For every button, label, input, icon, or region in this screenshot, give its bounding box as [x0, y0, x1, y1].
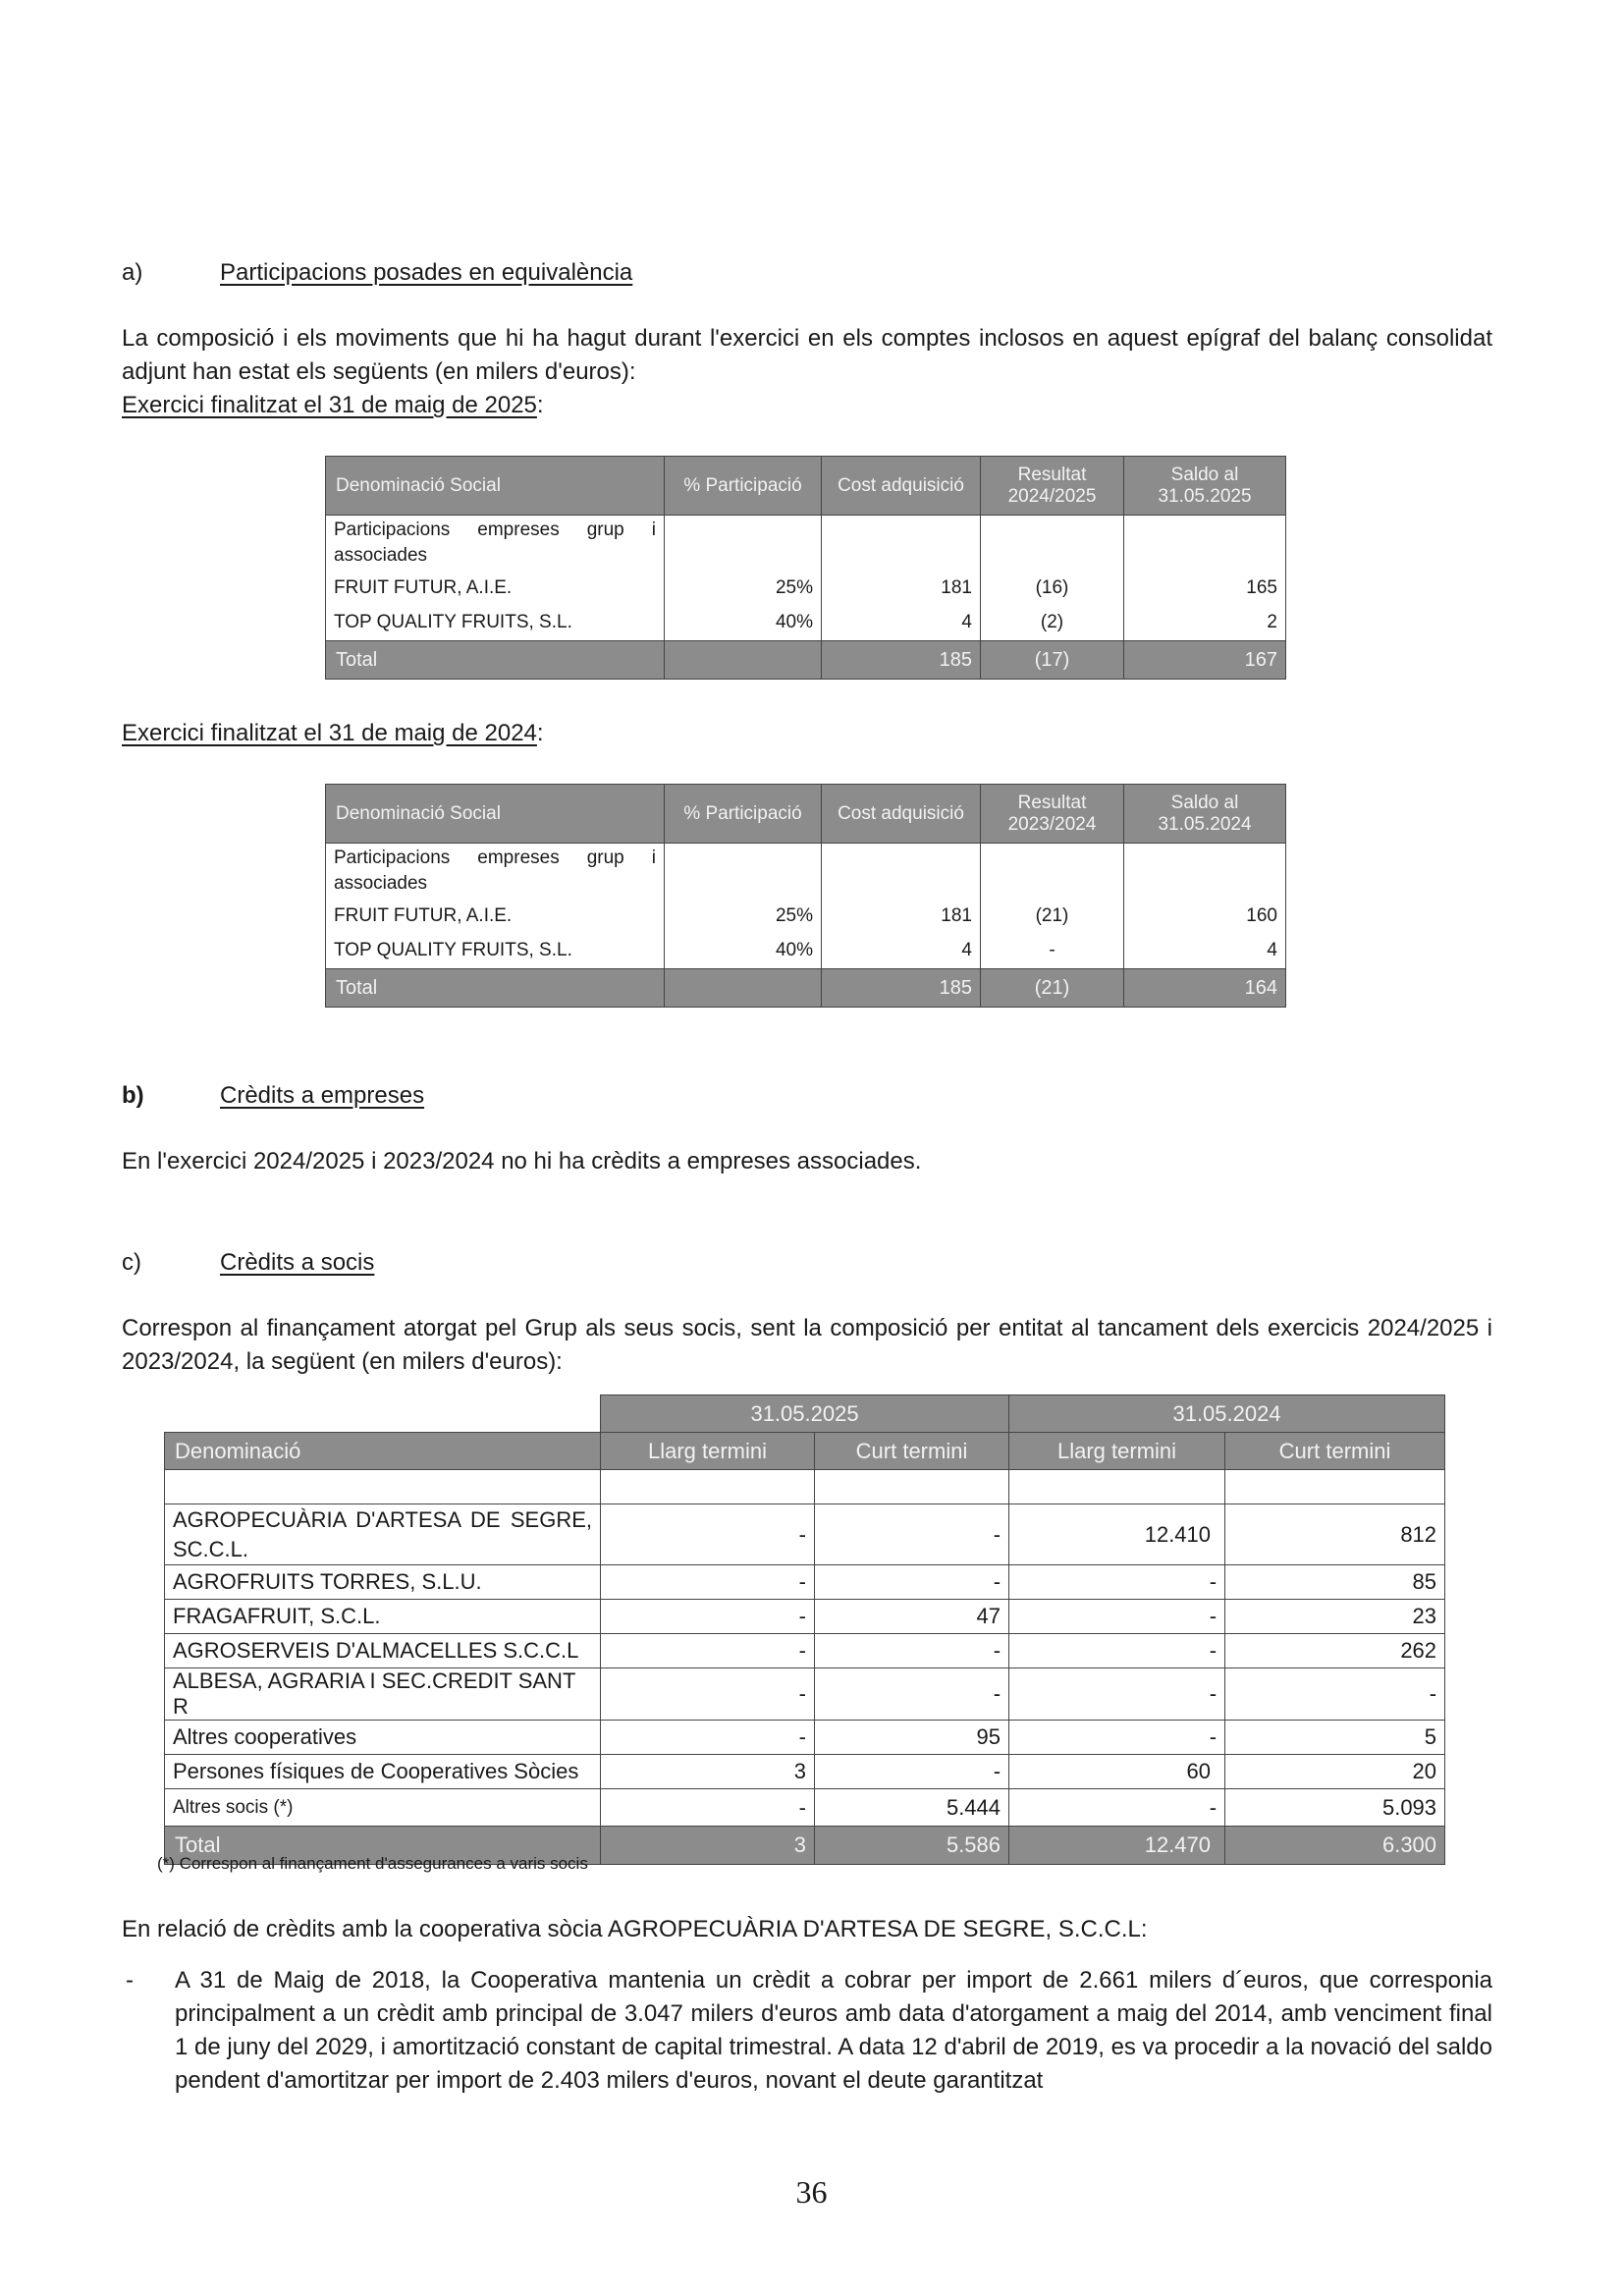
section-c-intro: Correspon al finançament atorgat pel Grup als seus socis, sent la composició per entitat al tancament dels exercicis 2024/2025 i 2023/2024, la següent (en milers d'euros):: [122, 1315, 1492, 1375]
header-resultat: Resultat 2024/2025: [981, 457, 1124, 516]
table-row: [326, 606, 1286, 641]
empty-cell: [1225, 1470, 1445, 1504]
header-saldo: Saldo al 31.05.2024: [1124, 785, 1286, 844]
credits-footnote: (*) Correspon al finançament d'assegurances a varis socis: [157, 1854, 588, 1873]
empty-cell: [665, 516, 822, 571]
row-short-2024: -: [1225, 1668, 1445, 1721]
row-long-2025: -: [601, 1634, 815, 1668]
row-long-2024: 12.410: [1009, 1504, 1225, 1565]
credits-table: [164, 1394, 1445, 1865]
total-label: Total: [326, 641, 665, 680]
empty-cell: [822, 844, 981, 899]
total-short-2024: 6.300: [1225, 1827, 1445, 1865]
row-name: AGROSERVEIS D'ALMACELLES S.C.C.L: [165, 1634, 601, 1668]
table-row: [165, 1600, 1445, 1634]
row-long-2024: -: [1009, 1789, 1225, 1827]
header-long-2024: Llarg termini: [1009, 1433, 1225, 1470]
row-short-2025: 5.444: [815, 1789, 1009, 1827]
row-long-2025: -: [601, 1504, 815, 1565]
total-long-2025: 3: [601, 1827, 815, 1865]
section-b-title: Crèdits a empreses: [220, 1082, 425, 1109]
header-denominacio: Denominació Social: [326, 785, 665, 844]
row-pct: 40%: [665, 606, 822, 641]
row-short-2024: 5: [1225, 1721, 1445, 1755]
empty-cell: [1124, 516, 1286, 571]
row-pct: 40%: [665, 934, 822, 969]
table-row: [165, 1755, 1445, 1789]
total-row: [326, 969, 1286, 1008]
row-name: FRAGAFRUIT, S.C.L.: [165, 1600, 601, 1634]
table-row: [326, 899, 1286, 934]
row-short-2025: 47: [815, 1600, 1009, 1634]
subtitle-2025-text: Exercici finalitzat el 31 de maig de 2025: [122, 392, 537, 418]
row-name: Altres cooperatives: [165, 1721, 601, 1755]
row-long-2024: -: [1009, 1634, 1225, 1668]
total-short-2025: 5.586: [815, 1827, 1009, 1865]
row-long-2024: 60: [1009, 1755, 1225, 1789]
row-balance: 160: [1124, 899, 1286, 934]
section-c-title: Crèdits a socis: [220, 1249, 375, 1276]
empty-cell: [165, 1470, 601, 1504]
period-2024-header: 31.05.2024: [1009, 1395, 1445, 1433]
header-short-2025: Curt termini: [815, 1433, 1009, 1470]
total-balance: 167: [1124, 641, 1286, 680]
subtitle-2025: [122, 389, 544, 422]
row-short-2025: -: [815, 1504, 1009, 1565]
total-label: Total: [326, 969, 665, 1008]
header-denominacio: Denominació: [165, 1433, 601, 1470]
total-long-2024: 12.470: [1009, 1827, 1225, 1865]
participations-table-2024: [325, 784, 1286, 1008]
bullet-marker: -: [126, 1967, 134, 1994]
row-name: TOP QUALITY FRUITS, S.L.: [326, 606, 665, 641]
header-participacio: % Participació: [665, 785, 822, 844]
relation-text: En relació de crèdits amb la cooperativa sòcia AGROPECUÀRIA D'ARTESA DE SEGRE, S.C.C.L:: [122, 1916, 1148, 1942]
table-row: [326, 571, 1286, 606]
row-pct: 25%: [665, 899, 822, 934]
row-balance: 4: [1124, 934, 1286, 969]
section-c-letter: c): [122, 1249, 141, 1276]
table-row: [165, 1565, 1445, 1600]
row-result: (21): [981, 899, 1124, 934]
header-participacio: % Participació: [665, 457, 822, 516]
period-2025-header: 31.05.2025: [601, 1395, 1009, 1433]
bullet-text: A 31 de Maig de 2018, la Cooperativa mantenia un crèdit a cobrar per import de 2.661 milers d´euros, que corresponia principalment a un crèdit amb principal de 3.047 milers d'euros amb data d'atorgament a maig del 2014, amb venciment final 1 de juny del 2029, i amortització constant de capital trimestral. A data 12 d'abril de 2019, es va procedir a la novació del saldo pendent d'amortitzar per import de 2.403 milers d'euros, novant el deute garantitzat: [175, 1967, 1492, 2094]
empty-cell: [981, 516, 1124, 571]
row-result: -: [981, 934, 1124, 969]
row-short-2024: 20: [1225, 1755, 1445, 1789]
table-row: [165, 1634, 1445, 1668]
row-short-2025: -: [815, 1634, 1009, 1668]
empty-cell: [665, 844, 822, 899]
section-a-letter: a): [122, 259, 143, 286]
total-label: Total: [165, 1827, 601, 1865]
row-name: Persones físiques de Cooperatives Sòcies: [165, 1755, 601, 1789]
row-name: FRUIT FUTUR, A.I.E.: [326, 571, 665, 606]
table-row: [326, 934, 1286, 969]
row-balance: 2: [1124, 606, 1286, 641]
row-name: TOP QUALITY FRUITS, S.L.: [326, 934, 665, 969]
total-result: (21): [981, 969, 1124, 1008]
row-long-2025: -: [601, 1789, 815, 1827]
row-short-2024: 23: [1225, 1600, 1445, 1634]
row-long-2025: -: [601, 1600, 815, 1634]
row-short-2024: 812: [1225, 1504, 1445, 1565]
header-cost: Cost adquisició: [822, 785, 981, 844]
row-name: FRUIT FUTUR, A.I.E.: [326, 899, 665, 934]
empty-cell: [815, 1470, 1009, 1504]
row-long-2024: -: [1009, 1600, 1225, 1634]
total-cost: 185: [822, 969, 981, 1008]
participations-table-2025: [325, 456, 1286, 680]
table-row: [165, 1504, 1445, 1565]
row-result: (2): [981, 606, 1124, 641]
section-a-title: Participacions posades en equivalència: [220, 259, 633, 286]
empty-cell: [822, 516, 981, 571]
row-long-2025: -: [601, 1668, 815, 1721]
row-cost: 181: [822, 899, 981, 934]
header-denominacio: Denominació Social: [326, 457, 665, 516]
total-row: [326, 641, 1286, 680]
total-cost: 185: [822, 641, 981, 680]
row-name: ALBESA, AGRARIA I SEC.CREDIT SANT R: [165, 1668, 601, 1721]
subtitle-2024: [122, 717, 544, 750]
row-name: AGROFRUITS TORRES, S.L.U.: [165, 1565, 601, 1600]
empty-cell: [1009, 1470, 1225, 1504]
row-short-2025: -: [815, 1755, 1009, 1789]
row-short-2025: -: [815, 1565, 1009, 1600]
row-long-2025: 3: [601, 1755, 815, 1789]
row-balance: 165: [1124, 571, 1286, 606]
empty-cell: [665, 641, 822, 680]
header-resultat: Resultat 2023/2024: [981, 785, 1124, 844]
row-short-2024: 85: [1225, 1565, 1445, 1600]
row-long-2025: -: [601, 1565, 815, 1600]
header-short-2024: Curt termini: [1225, 1433, 1445, 1470]
empty-cell: [981, 844, 1124, 899]
row-long-2024: -: [1009, 1721, 1225, 1755]
header-cost: Cost adquisició: [822, 457, 981, 516]
table-row: [165, 1721, 1445, 1755]
group-label: Participacions empreses grup i associades: [326, 516, 665, 571]
header-long-2025: Llarg termini: [601, 1433, 815, 1470]
group-label: Participacions empreses grup i associades: [326, 844, 665, 899]
row-long-2024: -: [1009, 1565, 1225, 1600]
section-b-text: En l'exercici 2024/2025 i 2023/2024 no hi ha crèdits a empreses associades.: [122, 1148, 922, 1175]
row-cost: 181: [822, 571, 981, 606]
row-pct: 25%: [665, 571, 822, 606]
row-long-2024: -: [1009, 1668, 1225, 1721]
header-saldo: Saldo al 31.05.2025: [1124, 457, 1286, 516]
row-name: AGROPECUÀRIA D'ARTESA DE SEGRE, SC.C.L.: [165, 1504, 601, 1565]
empty-cell: [1124, 844, 1286, 899]
empty-cell: [601, 1470, 815, 1504]
total-balance: 164: [1124, 969, 1286, 1008]
section-a-intro: La composició i els moviments que hi ha hagut durant l'exercici en els comptes inclosos en aquest epígraf del balanç consolidat adjunt han estat els següents (en milers d'euros):: [122, 325, 1492, 385]
empty-cell: [165, 1395, 601, 1433]
row-short-2024: 262: [1225, 1634, 1445, 1668]
row-short-2025: 95: [815, 1721, 1009, 1755]
row-cost: 4: [822, 606, 981, 641]
row-short-2025: -: [815, 1668, 1009, 1721]
subtitle-2024-text: Exercici finalitzat el 31 de maig de 2024: [122, 720, 537, 746]
section-b-letter: b): [122, 1082, 144, 1109]
empty-cell: [665, 969, 822, 1008]
subtitle-2024-colon: :: [536, 720, 544, 746]
row-long-2025: -: [601, 1721, 815, 1755]
table-row: [165, 1668, 1445, 1721]
row-short-2024: 5.093: [1225, 1789, 1445, 1827]
subtitle-2025-colon: :: [536, 392, 544, 418]
page-number: 36: [795, 2174, 828, 2210]
row-name: Altres socis (*): [165, 1789, 601, 1827]
row-cost: 4: [822, 934, 981, 969]
total-result: (17): [981, 641, 1124, 680]
row-result: (16): [981, 571, 1124, 606]
table-row: [165, 1789, 1445, 1827]
